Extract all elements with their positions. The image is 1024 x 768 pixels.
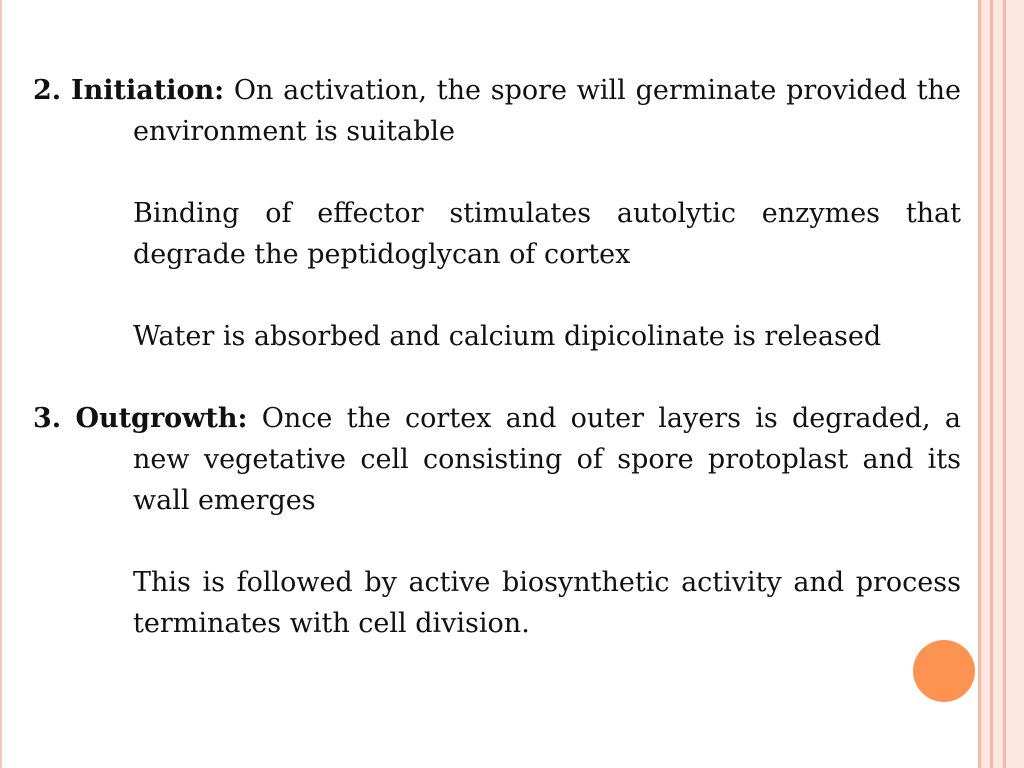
left-frame-border — [0, 0, 2, 768]
item-number: 2. — [33, 75, 62, 106]
orange-circle-icon — [913, 640, 975, 702]
initiation-subpoint: Water is absorbed and calcium dipicolinate is released — [133, 321, 882, 352]
slide-content — [33, 70, 961, 685]
initiation-paragraph — [33, 70, 961, 152]
right-frame-stripe — [1006, 0, 1024, 768]
initiation-subpoint: Binding of effector stimulates autolytic enzymes that degrade the peptidoglycan of cortex — [133, 198, 961, 270]
item-number: 3. — [33, 403, 62, 434]
outgrowth-subpoint: This is followed by active biosynthetic activity and process terminates with cell division. — [133, 567, 961, 639]
right-frame-stripe — [981, 0, 990, 768]
item-lead-text: On activation, the spore will germinate provided the environment is suitable — [133, 75, 961, 147]
item-heading: Outgrowth: — [75, 403, 248, 434]
item-heading: Initiation: — [70, 75, 225, 106]
right-frame-stripe — [993, 0, 1003, 768]
item-lead-text: Once the cortex and outer layers is degraded, a new vegetative cell consisting of spore protoplast and its wall emerges — [133, 403, 961, 516]
outgrowth-paragraph — [33, 398, 961, 521]
